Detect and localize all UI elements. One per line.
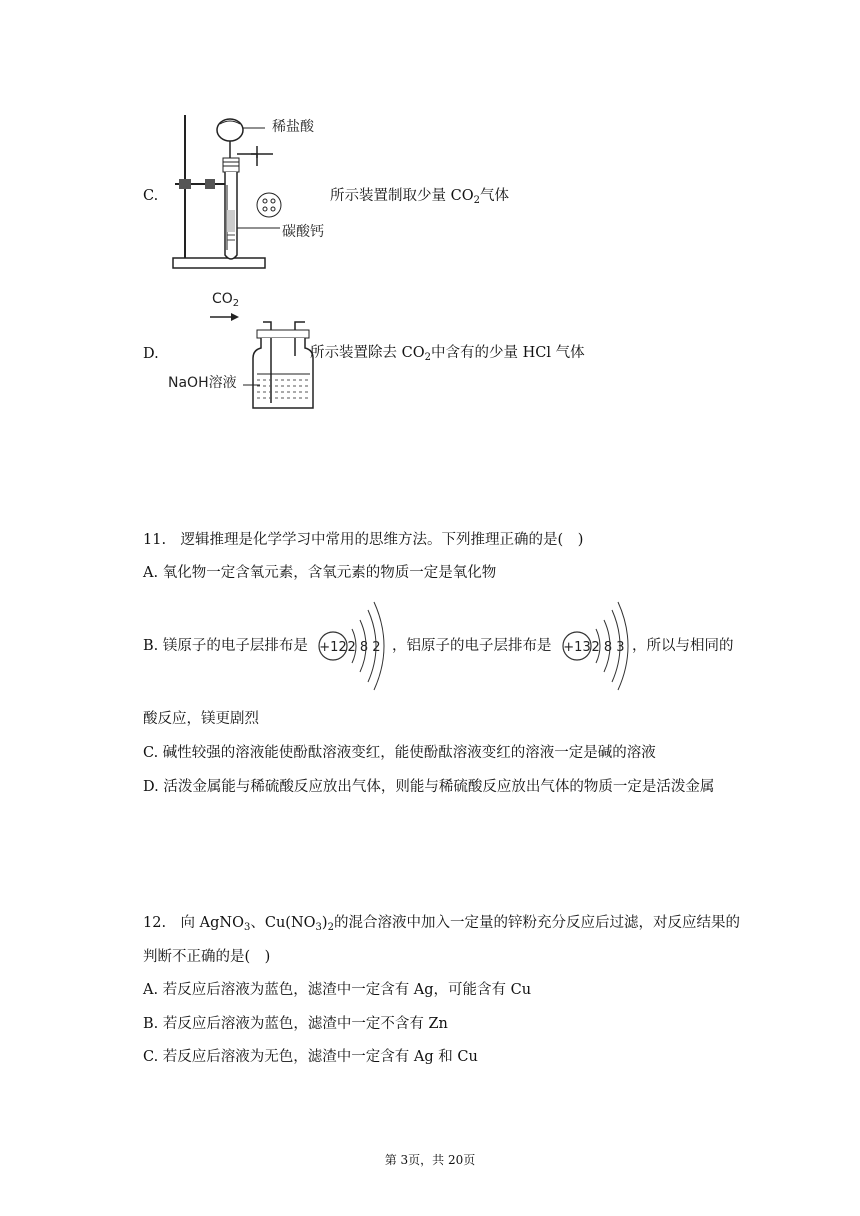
co2-gas-label: $CO_2$ bbox=[212, 291, 240, 309]
q11-option-c: C. 碱性较强的溶液能使酚酞溶液变红，能使酚酞溶液变红的溶液一定是碱的溶液 bbox=[143, 745, 656, 761]
naoh-solution-label: NaOH溶液 bbox=[168, 375, 237, 391]
al-nucleus-charge: +13 bbox=[563, 640, 591, 655]
q12-option-a: A. 若反应后溶液为蓝色，滤渣中一定含有 Ag，可能含有 Cu bbox=[143, 982, 532, 998]
q10-option-c-letter: C. bbox=[143, 188, 159, 204]
q10-option-d-text: 所示装置除去 $CO_2$中含有的少量 HCl 气体 bbox=[310, 345, 585, 363]
q10-option-c-text: 所示装置制取少量 $CO_2$气体 bbox=[330, 188, 509, 206]
q11-stem: 11. 逻辑推理是化学学习中常用的思维方法。下列推理正确的是( ) bbox=[143, 532, 584, 548]
q12-stem: 12. 向 AgNO$_3$、$Cu(NO_3)_2$的混合溶液中加入一定量的锌粉充分反应后过滤，对反应结果的 bbox=[143, 915, 740, 933]
calcium-carbonate-label: 碳酸钙 bbox=[282, 224, 324, 240]
q12-option-b: B. 若反应后溶液为蓝色，滤渣中一定不含有 Zn bbox=[143, 1016, 448, 1032]
q11-option-b-part1: B. 镁原子的电子层排布是 bbox=[143, 638, 308, 654]
dilute-hcl-label: 稀盐酸 bbox=[272, 119, 314, 135]
q12-stem-line2: 判断不正确的是( ) bbox=[143, 949, 271, 965]
mg-nucleus-charge: +12 bbox=[319, 640, 347, 655]
mg-atom-structure-diagram bbox=[316, 596, 388, 696]
mg-shell-counts: 2 8 2 bbox=[347, 640, 381, 655]
page-footer: 第 3页，共 20页 bbox=[384, 1153, 476, 1167]
q11-option-a: A. 氧化物一定含氧元素，含氧元素的物质一定是氧化物 bbox=[143, 565, 497, 581]
q11-option-b-part3: ，所以与相同的 bbox=[632, 638, 734, 654]
al-atom-structure-diagram bbox=[560, 596, 632, 696]
q11-option-b-part2: ，铝原子的电子层排布是 bbox=[392, 638, 552, 654]
al-shell-counts: 2 8 3 bbox=[591, 640, 625, 655]
q10-option-d-letter: D. bbox=[143, 346, 159, 362]
q11-option-b-line2: 酸反应，镁更剧烈 bbox=[143, 711, 259, 727]
gas-washing-bottle-figure bbox=[165, 308, 315, 413]
q11-option-d: D. 活泼金属能与稀硫酸反应放出气体，则能与稀硫酸反应放出气体的物质一定是活泼金属 bbox=[143, 779, 715, 795]
q12-option-c: C. 若反应后溶液为无色，滤渣中一定含有 Ag 和 Cu bbox=[143, 1049, 478, 1065]
